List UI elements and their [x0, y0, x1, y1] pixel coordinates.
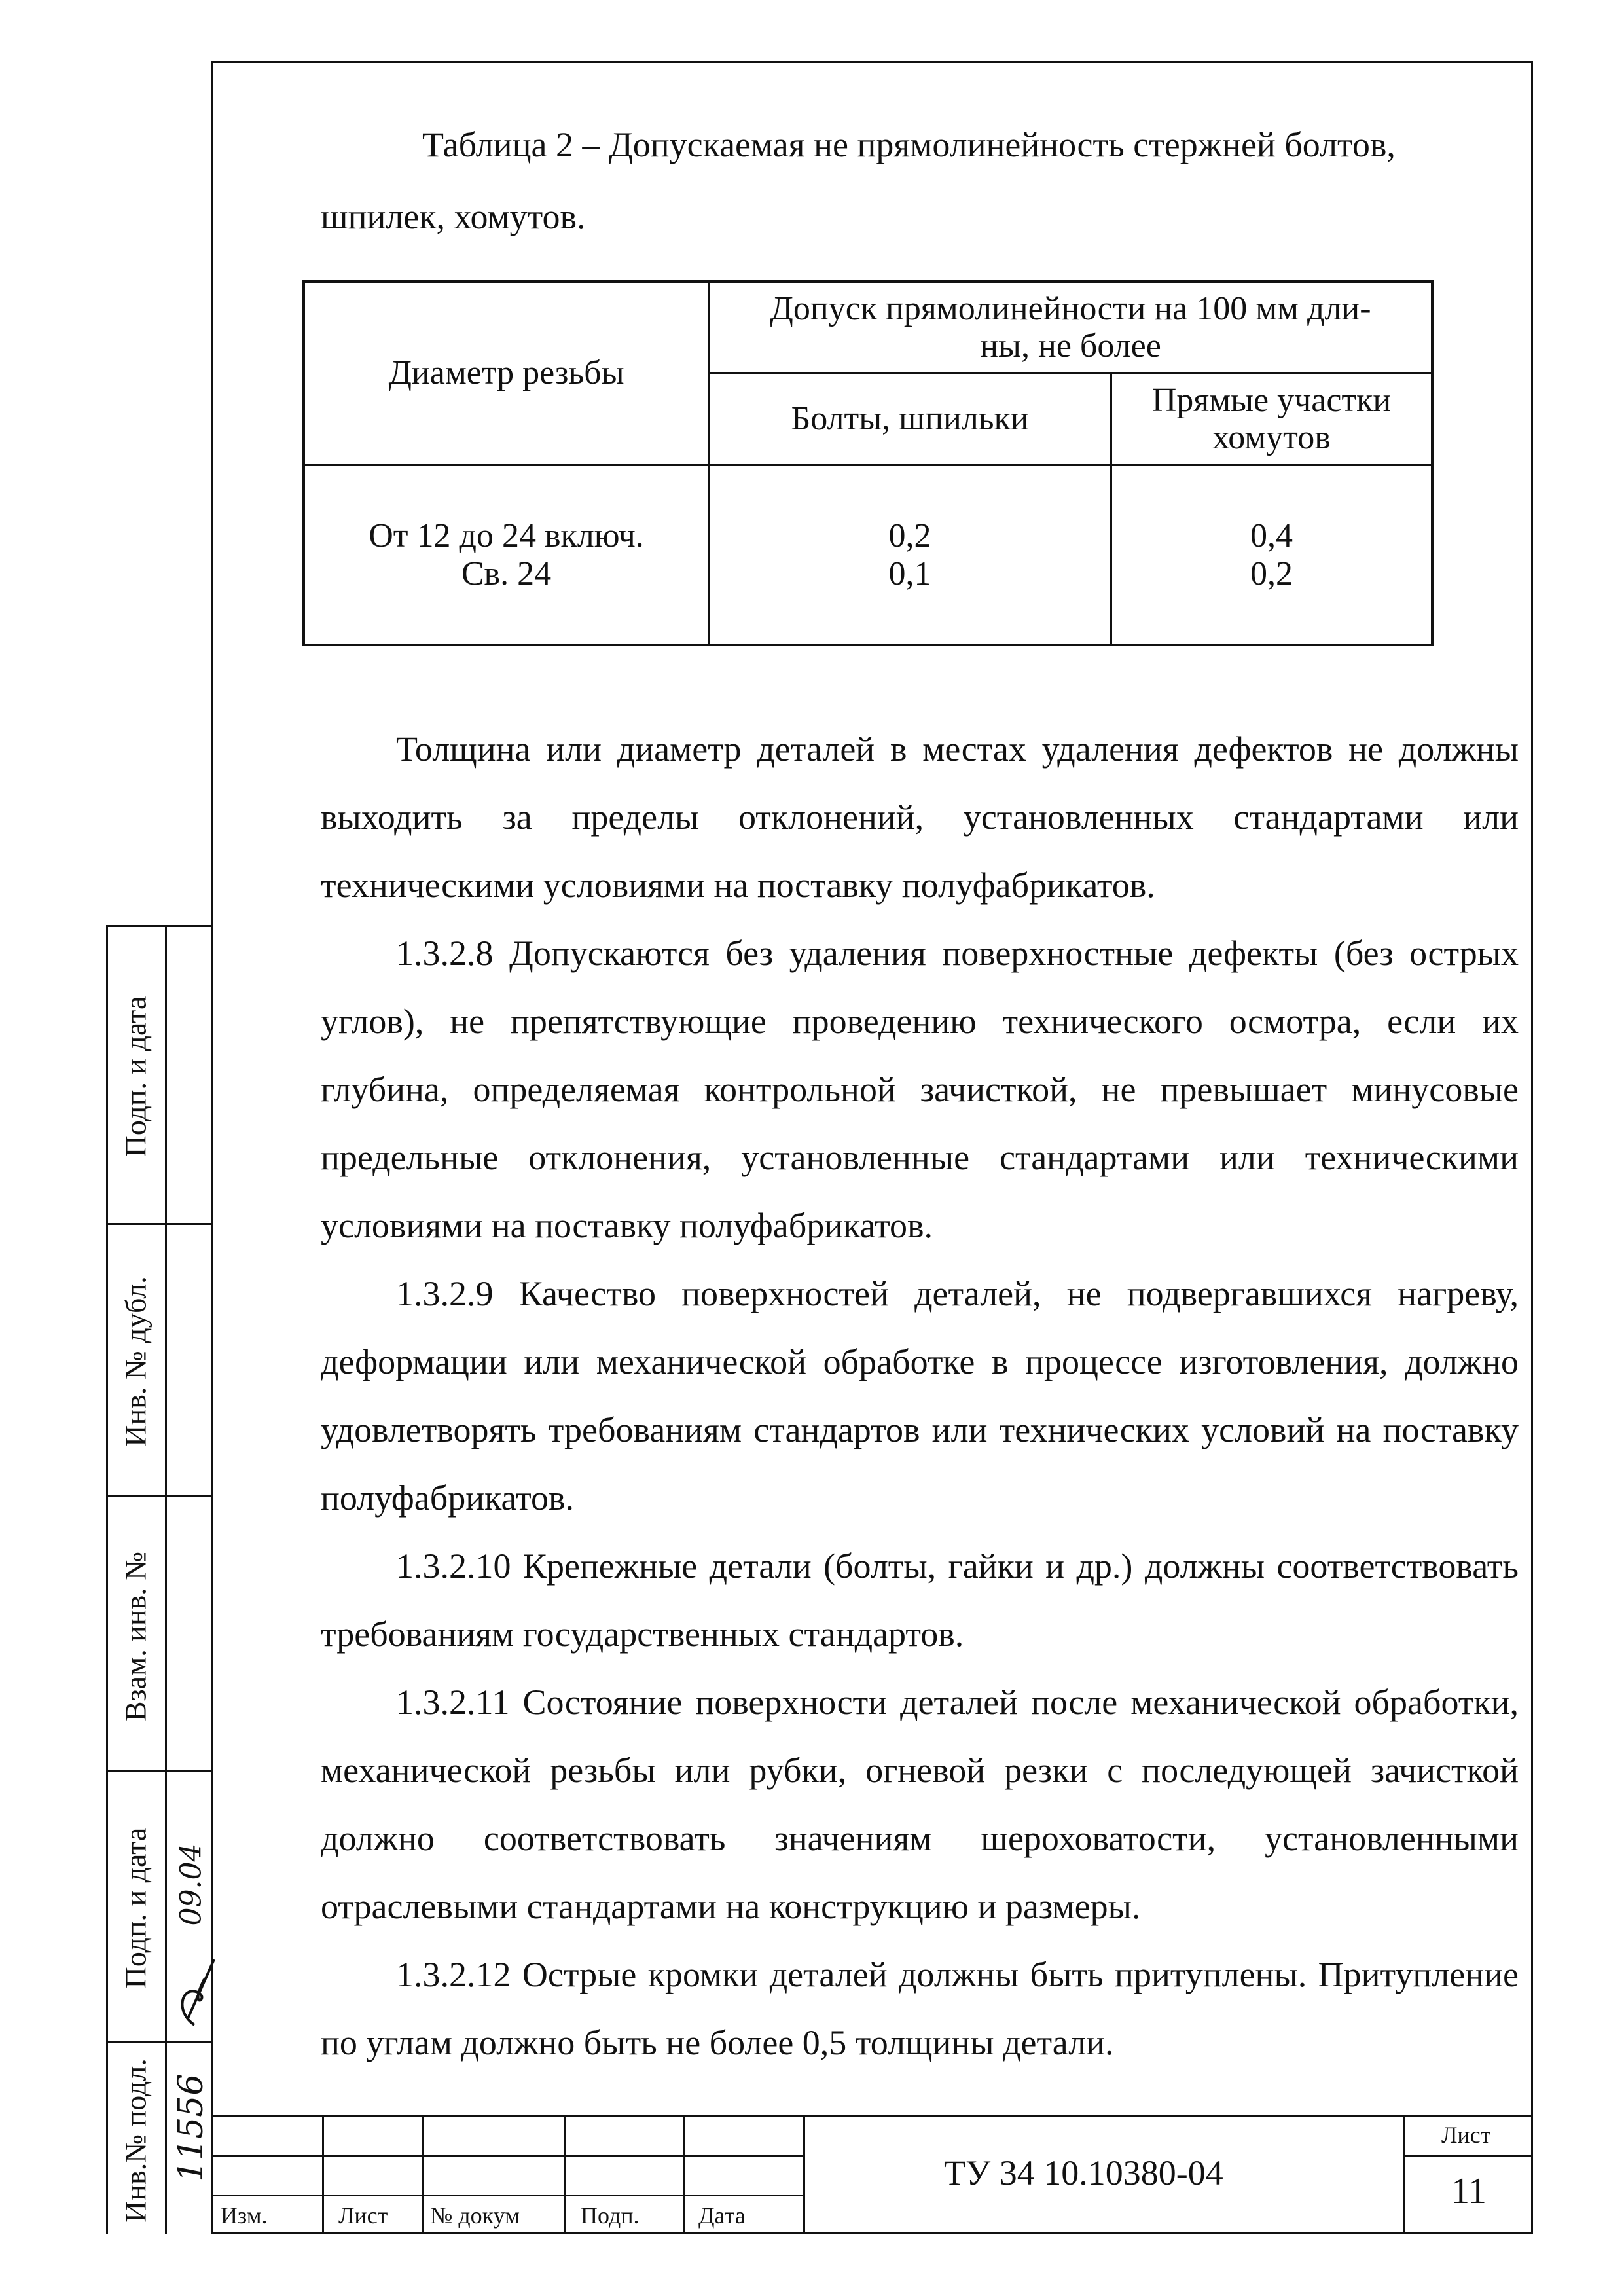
- paragraph: 1.3.2.8 Допускаются без удаления поверхностные дефекты (без острых углов), не препятствующие проведению технического осмотра, если их глубина, определяемая контрольной зачисткой, не превышает минусовые предельные отклонения, установленные стандартами или техническими условиями на поставку полуфабрикатов.: [321, 934, 1519, 1245]
- col-header-bolts: Болты, шпильки: [709, 373, 1111, 465]
- paragraph: 1.3.2.10 Крепежные детали (болты, гайки и др.) должны соответствовать требованиям государственных стандартов.: [321, 1546, 1519, 1654]
- table-caption-line1: Таблица 2 – Допускаемая не прямолинейность стержней болтов,: [422, 125, 1396, 164]
- group-header-line2: ны, не более: [980, 327, 1161, 365]
- table-caption-line2: шпилек, хомутов.: [321, 197, 586, 236]
- paragraph: 1.3.2.9 Качество поверхностей деталей, не подвергавшихся нагреву, деформации или механической обработке в процессе изготовления, должно удовлетворять требованиям стандартов или технических условий на поставку полуфабрикатов.: [321, 1274, 1519, 1518]
- cell-bolts-1: 0,2: [888, 517, 931, 555]
- tb-col-izm: Изм.: [221, 2202, 268, 2229]
- paragraph: Толщина или диаметр деталей в местах удаления дефектов не должны выходить за пределы отклонений, установленных стандартами или техническими условиями на поставку полуфабрикатов.: [321, 729, 1519, 905]
- cell-bolts: [709, 465, 1111, 645]
- stamp-replace-inv: Взам. инв. №: [118, 1551, 153, 1722]
- sheet-label: Лист: [1441, 2122, 1491, 2148]
- stamp-sign-date: Подп. и дата: [118, 996, 153, 1157]
- clamps-header-line1: Прямые участки: [1151, 381, 1392, 419]
- cell-clamps-1: 0,4: [1250, 517, 1293, 555]
- cell-diameter-1: От 12 до 24 включ.: [369, 517, 644, 555]
- cell-clamps: [1111, 465, 1432, 645]
- cell-bolts-2: 0,1: [888, 555, 931, 592]
- title-block: [211, 2115, 1533, 2234]
- body-text: [321, 715, 1519, 2077]
- tb-col-sign: Подп.: [581, 2202, 640, 2229]
- table-row: [304, 465, 1432, 645]
- cell-clamps-2: 0,2: [1250, 555, 1293, 592]
- tb-col-doc: № докум: [430, 2202, 520, 2229]
- paragraph: 1.3.2.12 Острые кромки деталей должны быть притуплены. Притупление по углам должно быть не более 0,5 толщины детали.: [321, 1955, 1519, 2062]
- tb-col-date: Дата: [698, 2202, 746, 2229]
- clamps-header-line2: хомутов: [1212, 419, 1331, 456]
- handwritten-inv: 11556: [171, 2073, 211, 2182]
- tb-col-list: Лист: [338, 2202, 388, 2229]
- sheet-number: 11: [1451, 2171, 1487, 2212]
- stamp-dup-inv: Инв. № дубл.: [118, 1276, 153, 1447]
- col-header-clamps: [1111, 373, 1432, 465]
- group-header-line1: Допуск прямолинейности на 100 мм дли-: [770, 289, 1371, 327]
- cell-diameters: [304, 465, 709, 645]
- document-designation: ТУ 34 10.10380-04: [944, 2153, 1223, 2193]
- col-header-diameter: Диаметр резьбы: [304, 282, 709, 465]
- tolerance-table: [302, 280, 1434, 646]
- cell-diameter-2: Св. 24: [461, 555, 552, 592]
- stamp-orig-inv: Инв.№ подл.: [118, 2058, 153, 2223]
- handwritten-date: 09.04: [174, 1843, 208, 1926]
- stamp-sign-date2: Подп. и дата: [118, 1827, 153, 1989]
- paragraph: 1.3.2.11 Состояние поверхности деталей после механической обработки, механической резьбы или рубки, огневой резки с последующей зачисткой должно соответствовать значениям шероховатости, установленными отраслевыми стандартами на конструкцию и размеры.: [321, 1683, 1519, 1926]
- col-header-group: [709, 282, 1432, 373]
- side-stamp: [106, 925, 211, 2234]
